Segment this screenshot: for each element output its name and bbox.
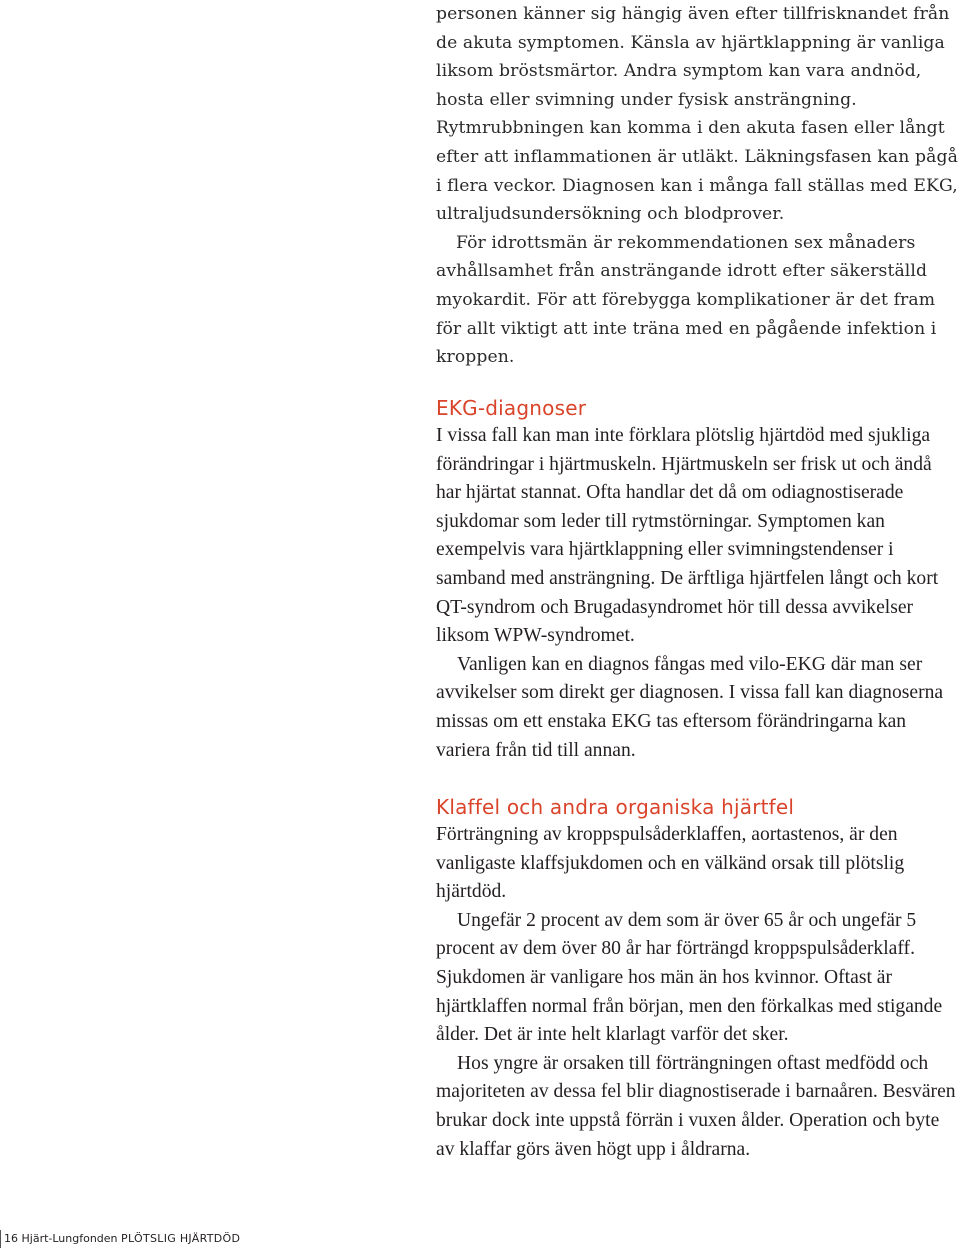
valve-section-body [436,821,960,1164]
ekg-paragraph: Vanligen kan en diagnos fångas med vilo-EKG där man ser avvikelser som direkt ger diagnosen. I vissa fall kan diagnoserna missas om ett enstaka EKG tas eftersom förändringarna kan variera från tid till annan. [436,653,944,761]
intro-paragraph: För idrottsmän är rekommendationen sex månaders avhållsamhet från ansträngande idrott efter säkerställd myokardit. För att förebygga komplikationer är det fram för allt viktigt att inte träna med en pågående infektion i kroppen. [436,232,937,368]
ekg-section-body [436,422,960,765]
publication-title: PLÖTSLIG HJÄRTDÖD [121,1232,241,1245]
intro-paragraph: personen känner sig hängig även efter tillfrisknandet från de akuta symptomen. Känsla av hjärtklappning är vanliga liksom bröstsmärtor. Andra symptom kan vara andnöd, hosta eller svimning under fysisk ansträngning. Rytmrubbningen kan komma i den akuta fasen eller långt efter att inflammationen är utläkt. Läkningsfasen kan pågå i flera veckor. Diagnosen kan i många fall ställas med EKG, ultraljudsundersökning och blodprover. [436,4,958,225]
valve-paragraph: Ungefär 2 procent av dem som är över 65 år och ungefär 5 procent av dem över 80 år har förträngd kroppspulsåderklaff. Sjukdomen är vanligare hos män än hos kvinnor. Oftast är hjärtklaffen normal från början, men den förkalkas med stigande ålder. Det är inte helt klarlagt varför det sker. [436,909,943,1046]
ekg-paragraph: I vissa fall kan man inte förklara plötslig hjärtdöd med sjukliga förändringar i hjärtmuskeln. Hjärtmuskeln ser frisk ut och ändå har hjärtat stannat. Ofta handlar det då om odiagnostiserade sjukdomar som leder till rytmstörningar. Symptomen kan exempelvis vara hjärtklappning eller svimningstendenser i samband med ansträngning. De ärftliga hjärtfelen långt och kort QT-syndrom och Brugadasyndromet hör till dessa avvikelser liksom WPW-syndromet. [436,425,939,647]
valve-paragraph: Förträngning av kroppspulsåderklaffen, aortastenos, är den vanligaste klaffsjukdomen och en välkänd orsak till plötslig hjärtdöd. [436,824,905,903]
footer-text [4,1230,240,1248]
valve-paragraph: Hos yngre är orsaken till förträngningen oftast medfödd och majoriteten av dessa fel blir diagnostiserade i barnaåren. Besvären brukar dock inte uppstå förrän i vuxen ålder. Operation och byte av klaffar görs även högt upp i åldrarna. [436,1052,956,1160]
intro-text [436,0,960,372]
ekg-section [436,394,960,765]
section-heading-ekg: EKG-diagnoser [436,396,587,420]
page-footer [0,1230,960,1248]
page-number: 16 [4,1232,18,1245]
intro-block [436,0,960,372]
publisher-name: Hjärt-Lungfonden [21,1232,118,1245]
footer-divider [0,1230,1,1248]
valve-section [436,793,960,1164]
section-heading-valve: Klaffel och andra organiska hjärtfel [436,795,795,819]
